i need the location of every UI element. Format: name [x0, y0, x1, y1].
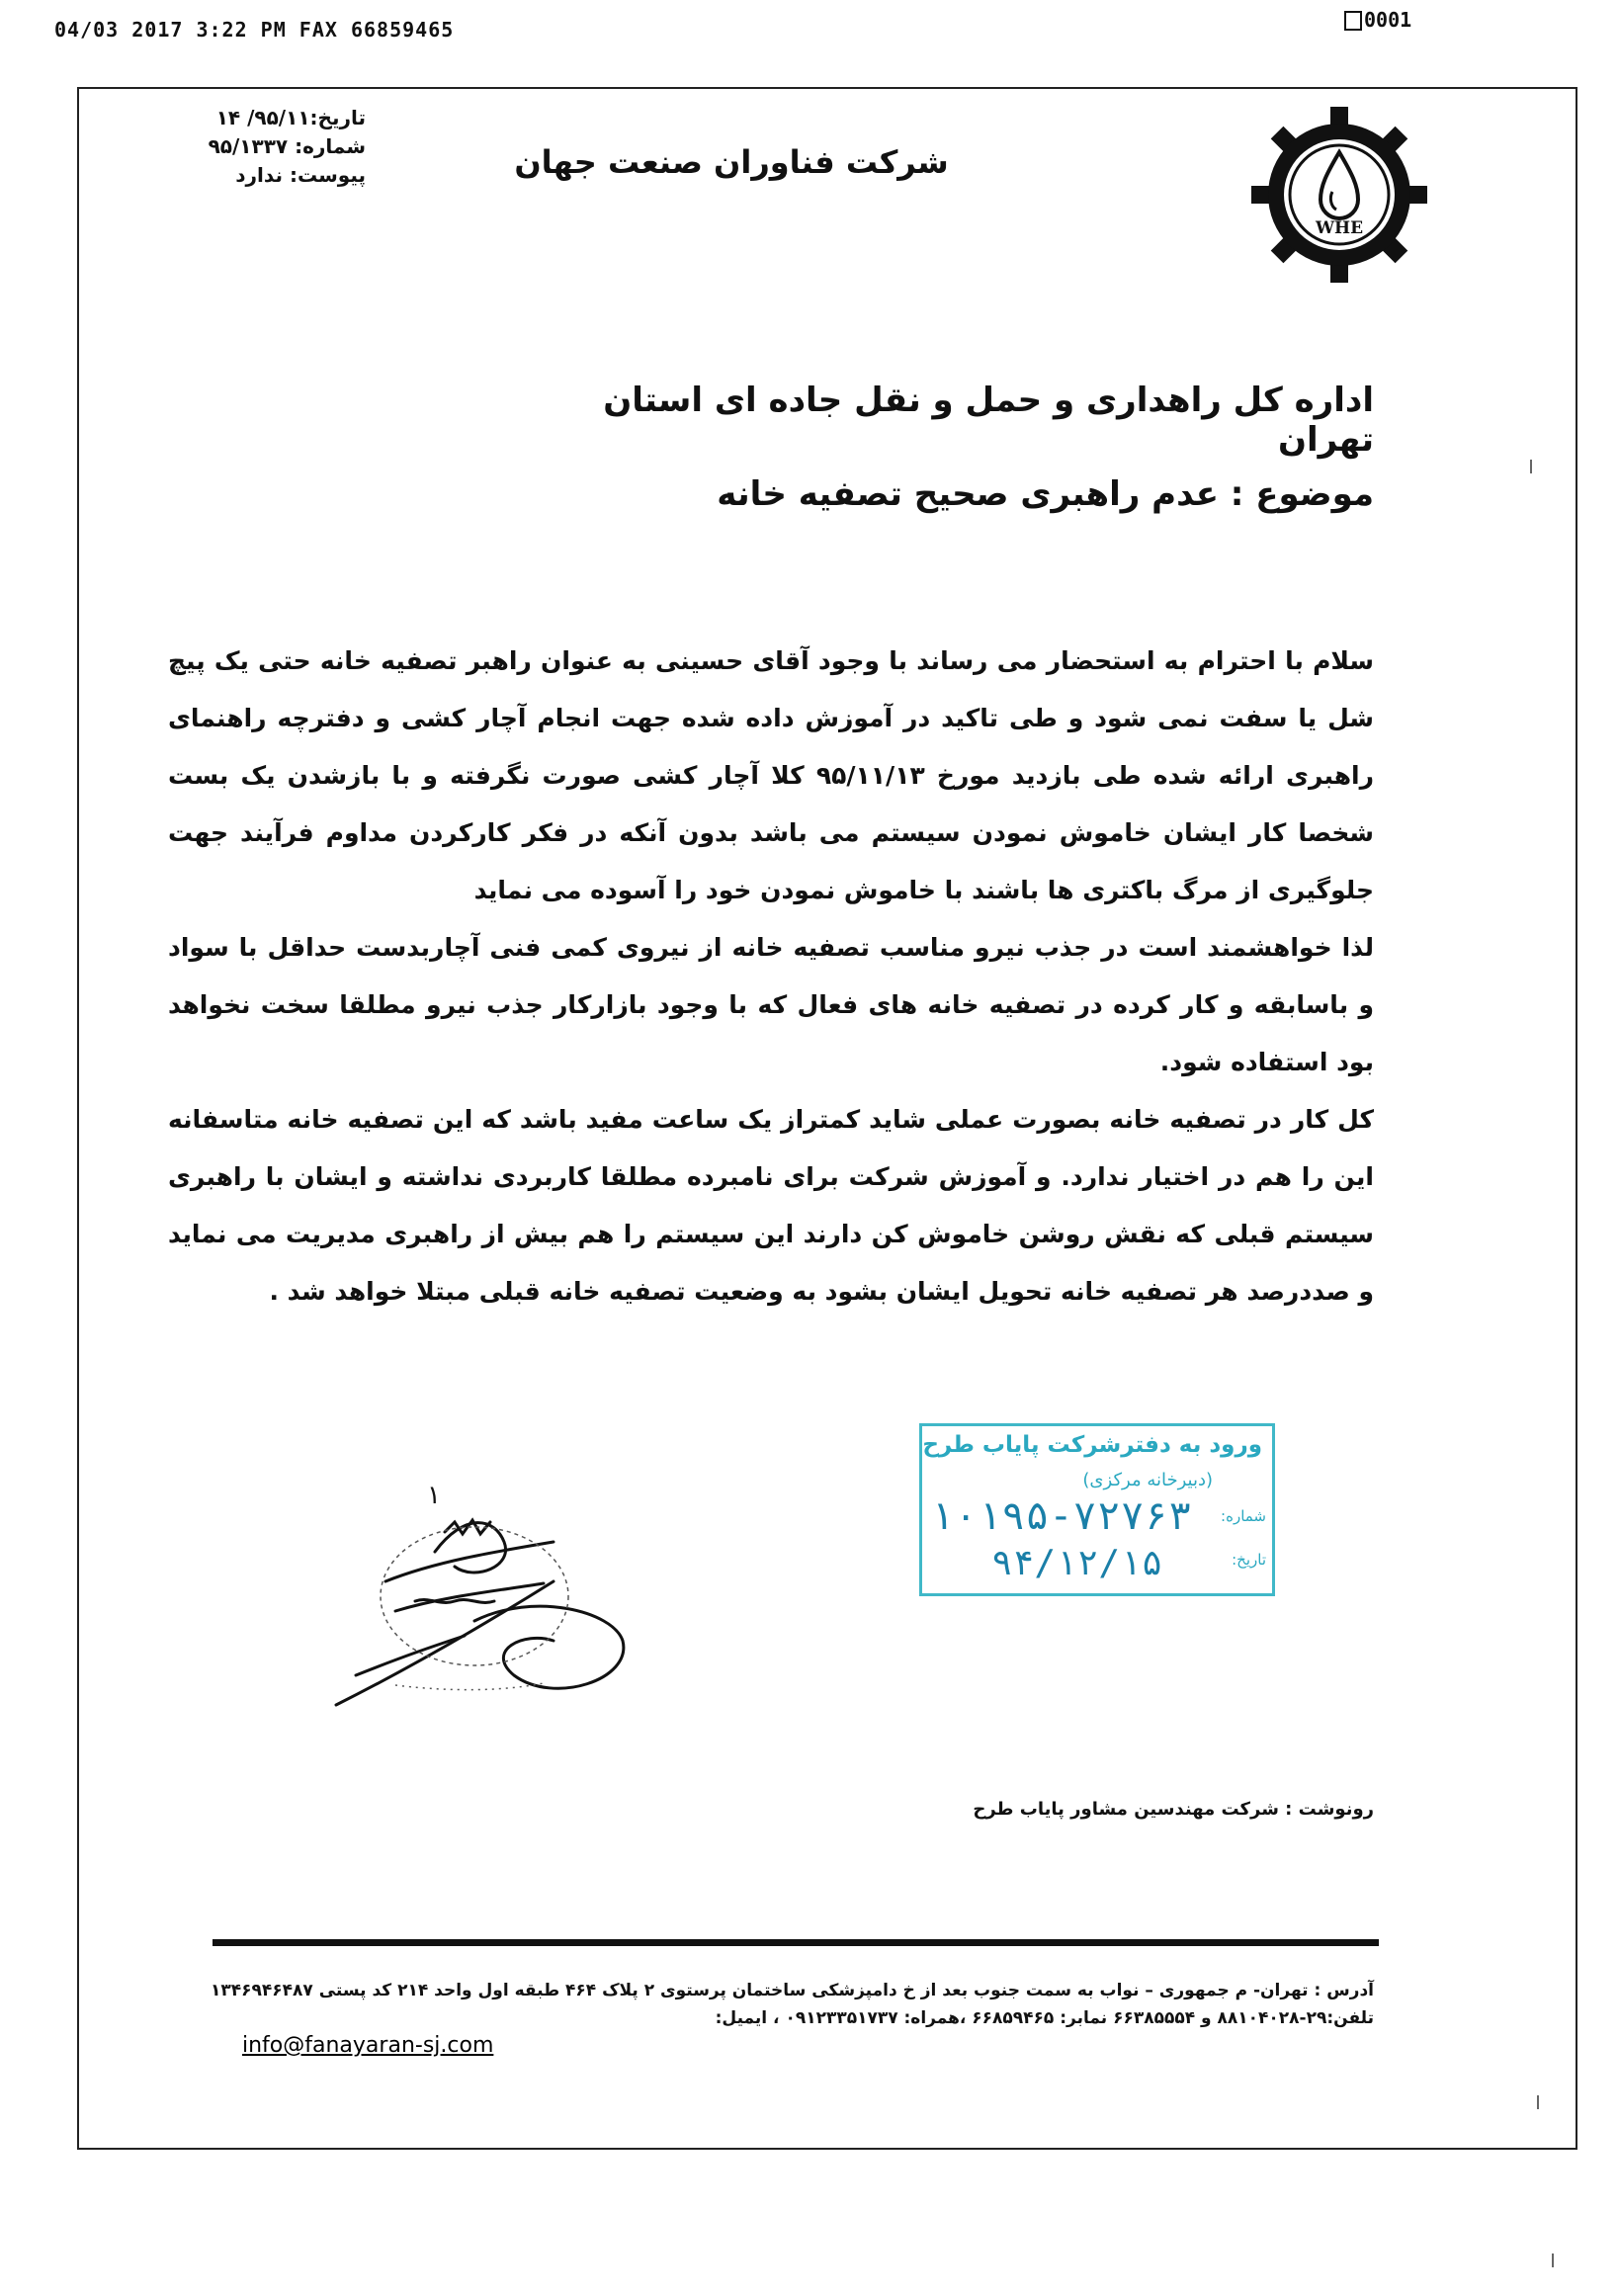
stamp-subtitle: (دبیرخانه مرکزی) — [1082, 1470, 1213, 1490]
recipient: اداره کل راهداری و حمل و نقل جاده ای استان تهران — [603, 381, 1374, 460]
scan-mark — [1552, 2253, 1554, 2267]
signature-icon — [326, 1473, 642, 1720]
company-logo-icon — [1247, 103, 1431, 287]
letter-body — [168, 633, 1374, 1320]
company-name: شرکت فناوران صنعت جهان — [514, 143, 949, 181]
fax-page-icon — [1344, 11, 1362, 31]
footer-address: آدرس : تهران- م جمهوری – نواب به سمت جنوب بعد از خ دامپزشکی ساختمان پرستوی ۲ پلاک ۴۶۴ طبقه اول واحد ۲۱۴ کد پستی ۱۳۴۶۹۴۶۴۸۷ — [211, 1981, 1374, 2000]
body-paragraph: کل کار در تصفیه خانه بصورت عملی شاید کمتراز یک ساعت مفید باشد که این تصفیه خانه متاسفانه این را هم در اختیار ندارد. و آموزش شرکت برای نامبرده مطلقا کاربردی نداشته و ایشان با راهبری سیستم قبلی که نقش روشن خاموش کن دارند این سیستم را هم بیش از راهبری مدیریت می نماید و صددرصد هر تصفیه خانه تحویل ایشان بشود به وضعیت تصفیه خانه قبلی مبتلا خواهد شد . — [168, 1105, 1374, 1306]
stamp-number-value: ۱۰۱۹۵-۷۲۷۶۳ — [930, 1493, 1192, 1539]
scan-mark — [1537, 2095, 1539, 2109]
letter-meta — [168, 104, 366, 190]
body-paragraph: لذا خواهشمند است در جذب نیرو مناسب تصفیه خانه از نیروی کمی فنی آچاربدست حداقل با سواد و باسابقه و کار کرده در تصفیه خانه های فعال که با وجود بازارکار جذب نیرو مطلقا سخت نخواهد بود استفاده شود. — [168, 933, 1374, 1076]
signature-mark: ۱ — [427, 1481, 441, 1510]
fax-page-number — [1344, 8, 1411, 32]
scan-mark — [1530, 460, 1532, 473]
carbon-copy: رونوشت : شرکت مهندسین مشاور پایاب طرح — [973, 1799, 1374, 1820]
stamp-date-label: تاریخ: — [1232, 1551, 1266, 1569]
letter-number: شماره: ۹۵/۱۳۳۷ — [208, 134, 366, 158]
footer-divider — [213, 1939, 1379, 1946]
fax-page-number-value: 0001 — [1364, 8, 1412, 32]
letter-attachment: پیوست: ندارد — [235, 163, 366, 187]
subject: موضوع : عدم راهبری صحیح تصفیه خانه — [717, 474, 1374, 514]
letter-date: تاریخ:۹۵/۱۱/ ۱۴ — [215, 106, 366, 129]
footer-contact: تلفن:۲۹-۸۸۱۰۴۰۲۸ و ۶۶۳۸۵۵۵۴ نمابر: ۶۶۸۵۹۴۶۵ ،همراه: ۰۹۱۲۳۳۵۱۷۳۷ ، ایمیل: — [715, 2008, 1374, 2028]
footer-email-link[interactable]: info@fanayaran-sj.com — [242, 2033, 494, 2058]
fax-header-line: 04/03 2017 3:22 PM FAX 66859465 — [54, 18, 455, 42]
receipt-stamp — [919, 1423, 1275, 1596]
logo-text: WHE — [1315, 218, 1364, 238]
stamp-title: ورود به دفترشرکت پایاب طرح — [922, 1432, 1262, 1458]
body-paragraph: سلام با احترام به استحضار می رساند با وجود آقای حسینی به عنوان راهبر تصفیه خانه حتی یک پیچ شل یا سفت نمی شود و طی تاکید در آموزش داده شده جهت انجام آچار کشی و دفترچه راهنمای راهبری ارائه شده طی بازدید مورخ ۹۵/۱۱/۱۳ کلا آچار کشی صورت نگرفته و با بازشدن یک بست شخصا کار ایشان خاموش نمودن سیستم می باشد بدون آنکه در فکر کارکردن مداوم فرآیند جهت جلوگیری از مرگ باکتری ها باشند با خاموش نمودن خود را آسوده می نماید — [168, 646, 1375, 904]
stamp-date-value: ۹۴/۱۲/۱۵ — [991, 1543, 1163, 1583]
stamp-number-label: شماره: — [1221, 1507, 1266, 1525]
footer — [188, 1977, 1374, 2058]
